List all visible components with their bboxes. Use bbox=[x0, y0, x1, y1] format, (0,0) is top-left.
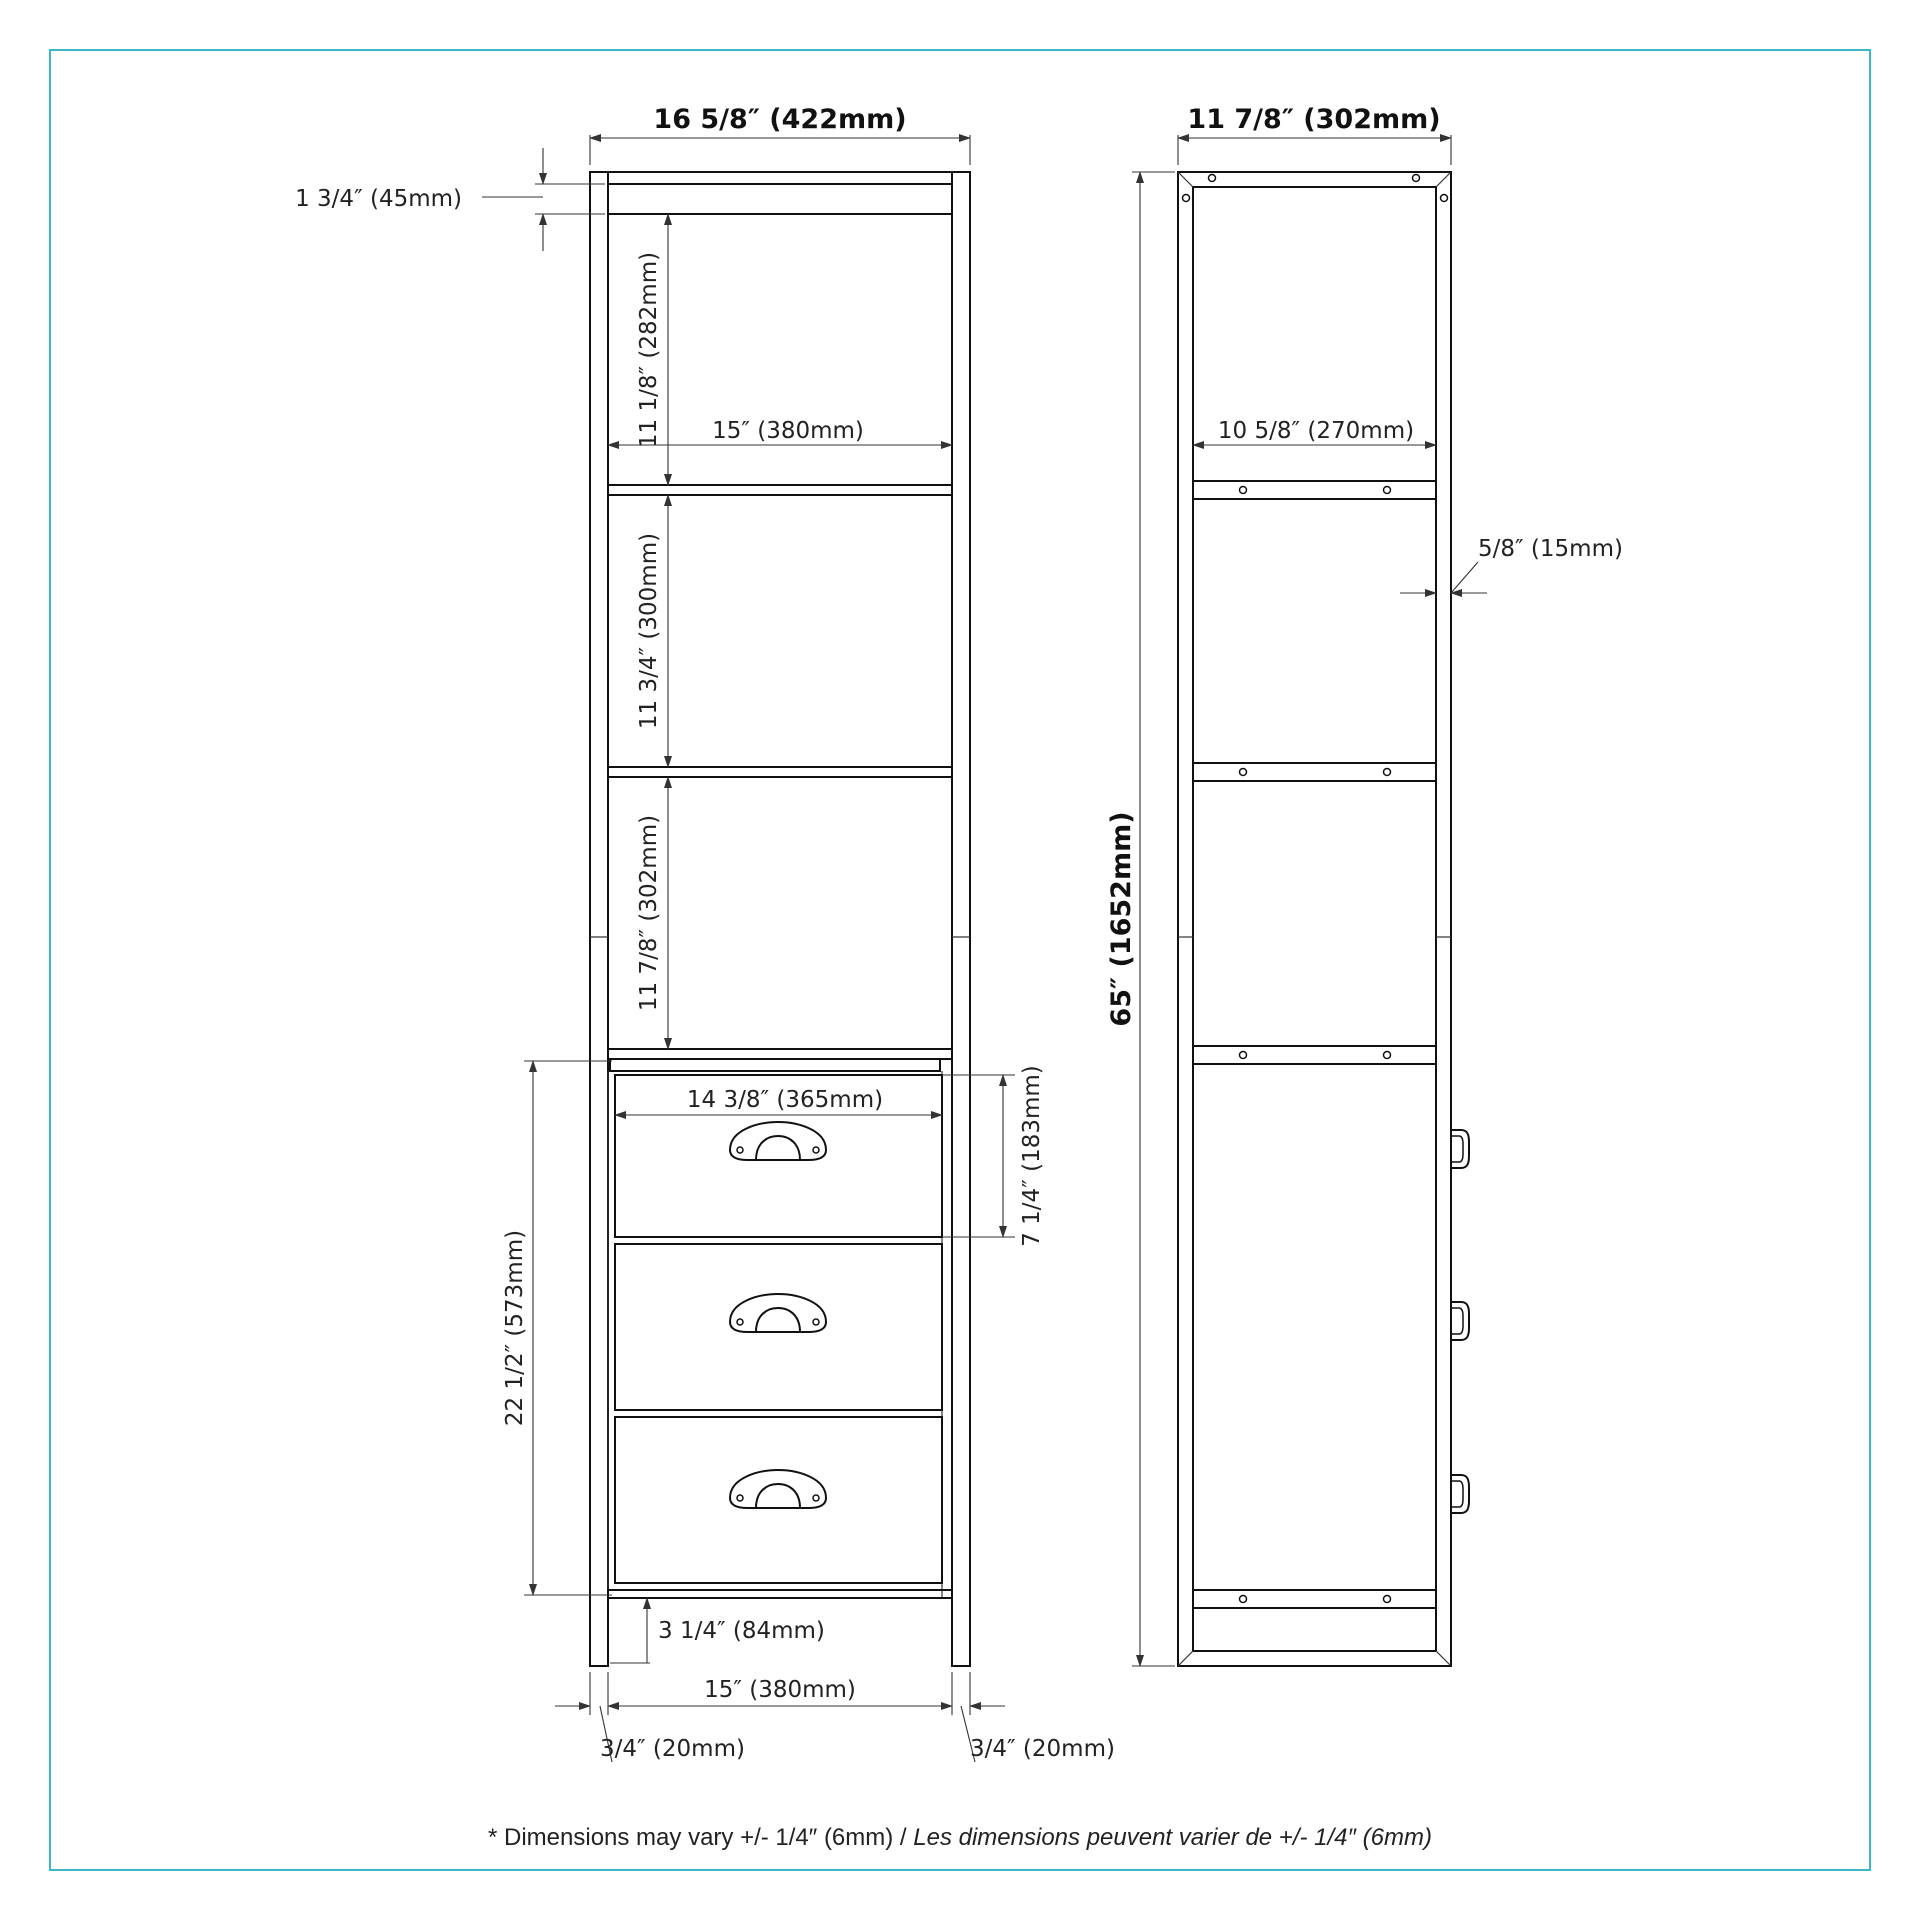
drawer-pull-icon bbox=[730, 1122, 826, 1160]
drawer-top-rail bbox=[610, 1059, 940, 1071]
overall-height-label: 65″ (1652mm) bbox=[1106, 811, 1137, 1027]
overall-width-label: 16 5/8″ (422mm) bbox=[653, 104, 907, 135]
dimensions-footnote bbox=[488, 1824, 1432, 1851]
top-board bbox=[608, 172, 952, 184]
side-shelf-rail bbox=[1193, 481, 1436, 499]
right-leg-width-label: 3/4″ (20mm) bbox=[970, 1736, 1115, 1762]
footnote-english: * Dimensions may vary +/- 1/4″ (6mm) / bbox=[488, 1824, 914, 1851]
side-pull-icon bbox=[1451, 1475, 1469, 1513]
side-dimensions bbox=[1106, 104, 1623, 1666]
left-leg bbox=[590, 172, 608, 1666]
side-view bbox=[1178, 172, 1469, 1666]
top-rail-height-label: 1 3/4″ (45mm) bbox=[295, 186, 462, 212]
side-shelf-rail bbox=[1193, 1590, 1436, 1608]
shelf-width-label: 15″ (380mm) bbox=[712, 418, 864, 444]
overall-depth-label: 11 7/8″ (302mm) bbox=[1187, 104, 1441, 135]
side-shelf-rail bbox=[1193, 1046, 1436, 1064]
shelf-3-height-label: 11 7/8″ (302mm) bbox=[636, 814, 662, 1012]
drawer-2 bbox=[615, 1244, 942, 1410]
shelf-1-height-label: 11 1/8″ (282mm) bbox=[636, 251, 662, 449]
front-dimensions bbox=[295, 104, 1115, 1762]
inner-depth-label: 10 5/8″ (270mm) bbox=[1217, 418, 1415, 444]
drawer-width-label: 14 3/8″ (365mm) bbox=[686, 1087, 884, 1113]
shelf-2-height-label: 11 3/4″ (300mm) bbox=[636, 532, 662, 730]
drawer-section-height-label: 22 1/2″ (573mm) bbox=[502, 1229, 528, 1427]
left-leg-width-label: 3/4″ (20mm) bbox=[600, 1736, 745, 1762]
side-outer-frame bbox=[1178, 172, 1451, 1666]
bottom-shelf bbox=[608, 1590, 952, 1598]
side-shelf-rail bbox=[1193, 763, 1436, 781]
base-height-label: 3 1/4″ (84mm) bbox=[658, 1618, 825, 1644]
shelf-2 bbox=[608, 767, 952, 777]
right-leg bbox=[952, 172, 970, 1666]
drawer-height-label: 7 1/4″ (183mm) bbox=[1019, 1065, 1045, 1247]
top-rail bbox=[608, 184, 952, 214]
side-pull-icon bbox=[1451, 1130, 1469, 1168]
footnote-french: Les dimensions peuvent varier de +/- 1/4″ (6mm) bbox=[913, 1824, 1432, 1851]
bottom-width-label: 15″ (380mm) bbox=[704, 1677, 856, 1703]
side-thickness-label: 5/8″ (15mm) bbox=[1478, 536, 1623, 562]
drawer-pull-icon bbox=[730, 1294, 826, 1332]
side-pull-icon bbox=[1451, 1302, 1469, 1340]
drawer-pull-icon bbox=[730, 1470, 826, 1508]
drawer-3 bbox=[615, 1417, 942, 1583]
shelf-3 bbox=[608, 1049, 952, 1059]
side-inner-frame bbox=[1193, 187, 1436, 1651]
shelf-1 bbox=[608, 485, 952, 495]
